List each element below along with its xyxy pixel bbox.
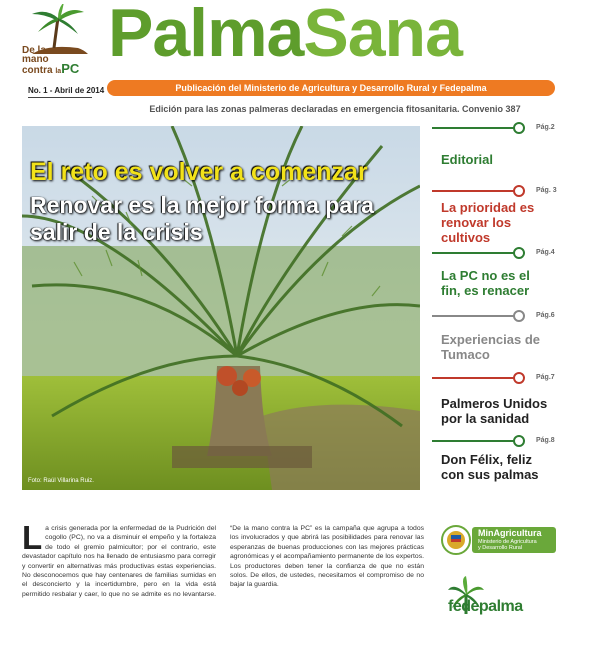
index-page-3[interactable]: Pág.4 <box>536 249 555 256</box>
index-page-4[interactable]: Pág.6 <box>536 312 555 319</box>
index-dot-6 <box>513 435 525 447</box>
index-line-3 <box>432 252 518 254</box>
issue-divider <box>28 97 92 98</box>
index-dot-3 <box>513 247 525 259</box>
index-page-6[interactable]: Pág.8 <box>536 437 555 444</box>
index-dot-5 <box>513 372 525 384</box>
cover-subheadline: Renovar es la mejor forma para salir de la crisis <box>30 192 374 245</box>
photo-credit: Foto: Raúl Villarina Ruiz. <box>28 478 94 484</box>
masthead-title: PalmaSana <box>108 0 462 71</box>
index-title-4[interactable]: Experiencias de Tumaco <box>441 332 540 362</box>
index-line-5 <box>432 377 518 379</box>
logo-line-1: De la <box>22 45 46 56</box>
article-dropcap: L <box>22 519 43 556</box>
index-line-4 <box>432 315 518 317</box>
index-dot-1 <box>513 122 525 134</box>
minagricultura-logo <box>440 523 558 557</box>
edition-note: Edición para las zonas palmeras declaradas en emergencia fitosanitaria. Convenio 387 <box>149 104 521 114</box>
index-page-1[interactable]: Pág.2 <box>536 124 555 131</box>
index-title-1[interactable]: Editorial <box>441 152 494 167</box>
article-text: a crisis generada por la enfermedad de la Pudrición del cogollo (PC), no va a disminuir el empeño y la fortaleza de todo el gremio palmicultor; por el contrario, este devastador capítulo nos ha llenado de entusiasmo para corregir y convertir en alternativas más productivas estas experiencias. No desconocemos que hay centenares de familias sumidas en el desconcierto y la incertidumbre, pero en la vida está permitido resbalar y caer, lo que no se admite es no levantarse. “De la mano contra la PC” es la campaña que agrupa a todos los involucrados y que abrirá las posibilidades para renovar las esperanzas de buenas producciones con las mejores prácticas agronómicas y el acompañamiento permanente de los expertos. Los productores deben tener la confianza de que no están solos. De ellos, de ustedes, necesitamos el compromiso de no bajar la guardia. <box>22 525 424 598</box>
minagri-name: MinAgricultura <box>478 528 542 538</box>
index-dot-4 <box>513 310 525 322</box>
logo-line-2: mano <box>22 54 49 65</box>
index-line-2 <box>432 190 518 192</box>
article-body <box>22 519 424 599</box>
index-dot-2 <box>513 185 525 197</box>
index-page-5[interactable]: Pág.7 <box>536 374 555 381</box>
index-line-1 <box>432 127 518 129</box>
index-title-3[interactable]: La PC no es el fin, es renacer <box>441 268 530 298</box>
fedepalma-name: fedepalma <box>448 598 523 615</box>
minagri-sub-1: Ministerio de Agricultura <box>478 539 537 545</box>
cover-headline: El reto es volver a comenzar <box>30 158 368 186</box>
publication-bar: Publicación del Ministerio de Agricultura y Desarrollo Rural y Fedepalma <box>107 80 555 96</box>
index-title-5[interactable]: Palmeros Unidos por la sanidad <box>441 396 548 426</box>
minagri-sub-2: y Desarrollo Rural <box>478 545 523 551</box>
issue-number: No. 1 - Abril de 2014 <box>28 86 105 95</box>
index-page-2[interactable]: Pág. 3 <box>536 187 557 194</box>
campaign-logo-text <box>22 46 102 76</box>
index-title-6[interactable]: Don Félix, feliz con sus palmas <box>441 452 539 482</box>
fedepalma-logo <box>446 576 566 624</box>
logo-line-3: contra laPC <box>22 61 80 76</box>
index-line-6 <box>432 440 518 442</box>
index-title-2[interactable]: La prioridad es renovar los cultivos <box>441 200 535 245</box>
